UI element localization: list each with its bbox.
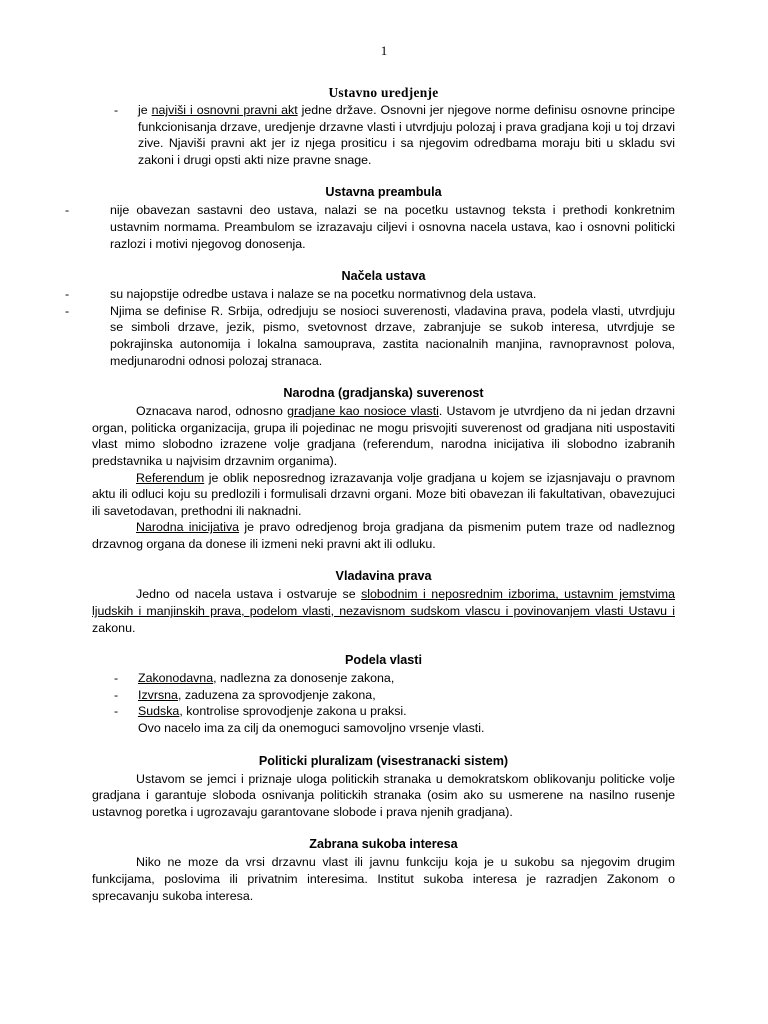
section-podela-vlasti bbox=[92, 652, 675, 736]
paragraph: Oznacava narod, odnosno gradjane kao nosioce vlasti. Ustavom je utvrdjeno da ni jedan drzavni organ, politicka organizacija, grupa ili pojedinac ne mogu prisvojiti suverenost od gradjana niti uspostaviti vlast mimo slobodno izrazene volje gradjana (referendum, narodna inicijativa ili slobodno izabranih predstavnika u najvisim drzavnim organima). bbox=[92, 404, 676, 468]
section-nacela-ustava bbox=[92, 268, 675, 369]
underlined-phrase: najviši i osnovni pravni akt bbox=[151, 103, 298, 117]
section-title: Načela ustava bbox=[341, 269, 426, 284]
list-item: - Sudska, kontrolise sprovodjenje zakona u praksi. bbox=[92, 703, 675, 720]
section-ustavna-preambula bbox=[92, 184, 675, 252]
paragraph: Ovo nacelo ima za cilj da onemoguci samovoljno vrsenje vlasti. bbox=[138, 721, 485, 736]
section-title: Podela vlasti bbox=[345, 653, 422, 668]
document-body bbox=[92, 84, 675, 920]
paragraph: Narodna inicijativa je pravo odredjenog broja gradjana da pismenim putem traze od nadleznog drzavnog organa da donese ili izmeni neki pravni akt ili odluku. bbox=[92, 520, 675, 551]
bullet-list bbox=[92, 286, 675, 369]
list-item: - Izvrsna, zaduzena za sprovodjenje zakona, bbox=[92, 687, 675, 704]
section-vladavina-prava bbox=[92, 568, 675, 636]
paragraph: - je najviši i osnovni pravni akt jedne države. Osnovni jer njegove norme definisu osnovne principe funkcionisanja drzave, uredjenje drzavne vlasti i utvrdjuju polozaj i prava gradjana koji u toj drzavi zive. Njaviši pravni akt jer iz njega prositicu i sa njegovim odredbama moraju biti u skladu svi zakoni i drugi opsti akti nize pravne snage. bbox=[114, 103, 675, 167]
section-title: Zabrana sukoba interesa bbox=[309, 837, 458, 852]
underlined-phrase: gradjane kao nosioce vlasti bbox=[287, 404, 439, 419]
dash-marker: - bbox=[114, 103, 119, 117]
section-title: Ustavno uredjenje bbox=[328, 85, 439, 100]
paragraph: Ustavom se jemci i priznaje uloga politickih stranaka u demokratskom oblikovanju politicke volje gradjana i garantuje sloboda osnivanja politickih stranaka (osim ako su usmerene na nasilno rusenje ustavnog poretka i ugrozavaju garantovane slobode i prava njenih gradjana). bbox=[92, 771, 675, 819]
section-title: Ustavna preambula bbox=[325, 185, 442, 200]
bullet-list bbox=[92, 670, 675, 720]
section-ustavno-uredjenje bbox=[92, 84, 675, 168]
section-title: Narodna (gradjanska) suverenost bbox=[283, 386, 484, 401]
paragraph: Niko ne moze da vrsi drzavnu vlast ili javnu funkciju koja je u sukobu sa njegovim drugim funkcijama, poslovima ili privatnim interesima. Institut sukoba interesa je razradjen Zakonom o sprecavanju sukoba interesa. bbox=[92, 855, 675, 903]
paragraph: Referendum je oblik neposrednog izrazavanja volje gradjana u kojem se izjasnjavaju o pravnom aktu ili odluci koju su predlozili i formulisali drzavni organi. Moze biti obavezan ili fakultativan, obavezujuci ili savetodavan, prethodni ili naknadni. bbox=[92, 470, 675, 518]
section-title: Vladavina prava bbox=[335, 569, 432, 584]
list-item: - nije obavezan sastavni deo ustava, nalazi se na pocetku ustavnog teksta i prethodi konkretnim ustavnim normama. Preambulom se izrazavaju ciljevi i osnovna nacela ustava, kao i osnovni politicki razlozi i motivi njegovog donosenja. bbox=[92, 202, 675, 252]
section-zabrana-sukoba-interesa bbox=[92, 836, 675, 904]
underlined-phrase: Referendum bbox=[136, 470, 205, 485]
list-item: - Njima se definise R. Srbija, odredjuju se nosioci suverenosti, vladavina prava, podela vlasti, utvrdjuju se simboli drzave, jezik, pismo, svetovnost drzave, zabranjuje se sukob interesa, utvrdjuje se pokrajinska autonomija i lokalna samouprava, zastita nacionalnih manjina, ravnopravnost polova, medjunarodni odnosi polozaj stranaca. bbox=[92, 303, 675, 369]
section-title: Politicki pluralizam (visestranacki sistem) bbox=[258, 753, 509, 768]
underlined-phrase: slobodnim i neposrednim izborima, ustavnim jemstvima ljudskih i manjinskih prava, podelom vlasti, nezavisnom sudskom vlascu i povinovanjem vlasti Ustavu i bbox=[92, 587, 676, 619]
list-item: - Zakonodavna, nadlezna za donosenje zakona, bbox=[92, 670, 675, 687]
underlined-phrase: Narodna inicijativa bbox=[136, 520, 240, 535]
paragraph: Jedno od nacela ustava i ostvaruje se slobodnim i neposrednim izborima, ustavnim jemstvima ljudskih i manjinskih prava, podelom vlasti, nezavisnom sudskom vlascu i povinovanjem vlasti Ustavu i zakonu. bbox=[92, 587, 676, 635]
section-politicki-pluralizam bbox=[92, 753, 675, 821]
bullet-list bbox=[92, 202, 675, 252]
section-narodna-suverenost bbox=[92, 385, 675, 552]
list-item: - su najopstije odredbe ustava i nalaze se na pocetku normativnog dela ustava. bbox=[92, 286, 675, 303]
page-number: 1 bbox=[380, 43, 388, 58]
